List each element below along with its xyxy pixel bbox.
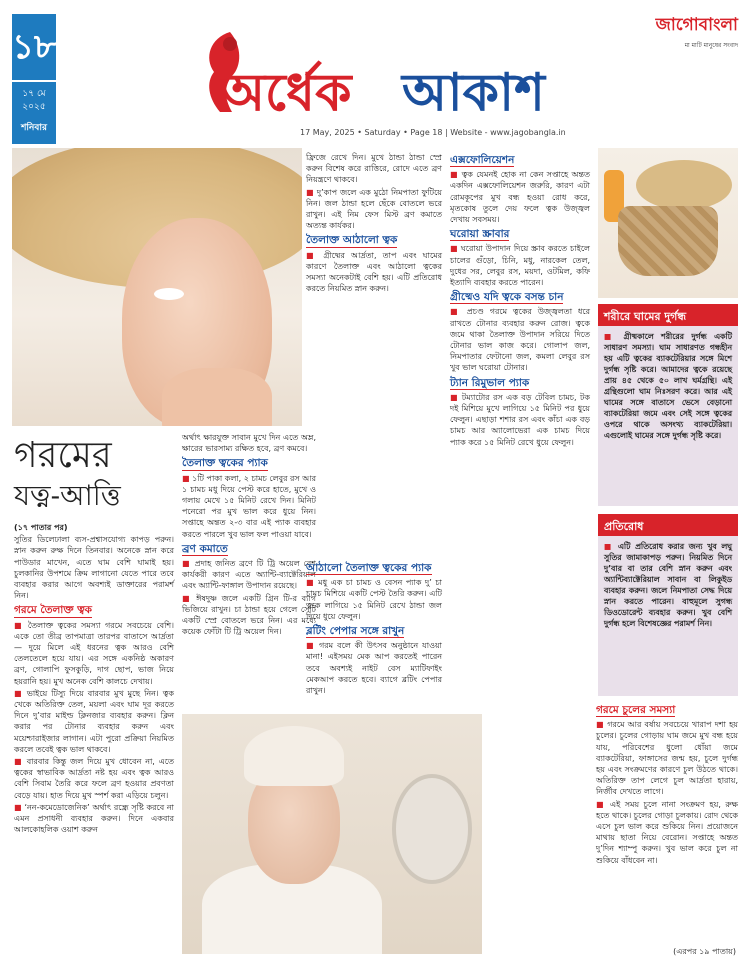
summer-hat-bag-accessories-photo xyxy=(598,148,738,298)
paragraph: অর্থাৎ ক্ষারযুক্ত সাবান মুখে দিন এতে অম্ল, ক্ষারের ভারসাম্য রক্ষিত হবে, ব্রণ কমবে। xyxy=(182,433,316,454)
paragraph: বারবার কিন্তু জল দিয়ে মুখ ধোবেন না, এতে ত্বকের স্বাভাবিক আর্দ্রতা নষ্ট হয় এবং ত্বক আরও বেশি সিবাম তৈরি করে ফলে ব্রণ হওয়ার প্রবণতা বেড়ে যায়। হাত দিয়ে মুখ স্পর্শ করা এড়িয়ে চলুন। xyxy=(14,757,174,800)
subheading-tan-removal: ট্যান রিমুভাল প্যাক xyxy=(450,376,530,389)
paragraph: গরম বলে কী উৎসব অনুষ্ঠানে যাওয়া মানা! এইসময় মেক আপ করতেই পারেন তবে অবশ্যই নাইট বেস ম্যাটিফাইং মেকআপ করতে হবে। ব্যাগে ব্লটিং পেপার রাখুন। xyxy=(306,641,442,696)
towel-shape xyxy=(244,726,344,786)
intro-paragraph: সুতির ডিলেঢালা ব্যস-প্রশ্বাসযোগ্য কাপড় পরুন। স্নান করুন রুক্ষ দিনে তিনবার। অনেকে স্নান করে পাউডার মাখেন, এতে ঘাম বেশি ঘামাই হয়। চুলকানির উপশমে ক্রিম লাগানো যেতে পারে তবে ব্যবহার করার আগে অবশ্যই ডাক্তারের পরামর্শ নিন। xyxy=(14,535,174,601)
continued-note: (এরপর ১৯ পাতায়) xyxy=(673,947,736,956)
paragraph: ভাইয়ে টিস্যু দিয়ে বারবার মুখ মুছে নিন। ত্বক খেকে অতিরিক্ত তেল, ময়লা এবং ঘাম দূর করতে দিনে দু’বার মাইল্ড ক্লিনজার ব্যবহার করুন। ক্লিন করার পর টোনার ব্যবহার করুন এবং ময়েশ্চারাইজার লাগান। এটা পুরো প্রক্রিয়া নিয়মিত করলে তবেই ত্বক ভাল থাকবে। xyxy=(14,688,174,754)
paragraph: ঈষদুষ্ণ জলে একটি গ্রিন টি-র ব্যাগ ভিজিয়ে রাখুন। চা ঠান্ডা হয়ে গেলে সেটি একটি স্প্রে বোতলে ভরে নিন। এর মধ্যে কয়েক ফোঁটা টি ট্রি অয়েল দিন। xyxy=(182,593,316,637)
subheading-blotting-paper: ব্লটিং পেপার সঙ্গে রাখুন xyxy=(306,625,405,638)
section-title-part2: আকাশ xyxy=(402,62,545,123)
paragraph: ঘরোয়া উপাদান দিয়ে স্ক্রাব করতে চাইলে চালের গুঁড়ো, চিনি, মধু, নারকেল তেল, দুধের সর, লেবুর রস, ময়দা, ওটমিল, কফি ইত্যাদি ব্যবহার করতে পারেন। xyxy=(450,244,590,288)
page-number-badge xyxy=(12,14,56,144)
paragraph: ফ্রিজে রেখে দিন। মুখে ঠান্ডা ঠান্ডা স্প্রে করুন বিশেষ করে রাত্তিরে, রোদে এতে ব্রণ নিয়ন্ত্রণে থাকবে। xyxy=(306,153,442,185)
woman-sunhat-sunscreen-photo xyxy=(12,148,302,426)
subheading-sticky-skin: তৈলাক্ত আঠালো ত্বক xyxy=(306,234,398,247)
article-column-2: অর্থাৎ ক্ষারযুক্ত সাবান মুখে দিন এতে অম্ল, ক্ষারের ভারসাম্য রক্ষিত হবে, ব্রণ কমবে। তৈলাক্ত ত্বকের প্যাক ■ ১টি পাকা কলা, ২ চামচ লেবুর রস আর ১ চামচ মধু দিয়ে পেস্ট করে হাতে, মুখে ও গলায় মেখে ১৫ মিনিট রেখে দিন। মিনিট পনেরো পর মুখ ভাল করে ধুয়ে নিন। সপ্তাহে অন্তত ২-৩ বার এই প্যাক ব্যবহার করতে পারলে খুব ভাল ফল পাওয়া যাবে। ব্রণ কমাতে ■ প্রদাহ জনিত ব্রণে টি ট্রি অয়েল বেশ কার্যকরী কারণ এতে অ্যান্টি-ব্যাক্টেরিয়াল এবং অ্যান্টি-ফাঙ্গাল উপাদান রয়েছে। ■ ঈষদুষ্ণ জলে একটি গ্রিন টি-র ব্যাগ ভিজিয়ে রাখুন। চা ঠান্ডা হয়ে গেলে সেটি একটি স্প্রে বোতলে ভরে নিন। এর মধ্যে কয়েক ফোঁটা টি ট্রি অয়েল দিন। xyxy=(182,433,316,637)
sidebar-heading-body-odor: শরীরে ঘামের দুর্গন্ধ xyxy=(598,304,738,331)
paragraph: এই সময় চুলে নানা সংক্রমণ হয়, রুক্ষ হতে থাকে। চুলের গোড়া চুলকায়। রোদ থেকে এসে চুল ভাল করে শুকিয়ে নিন। প্রয়োজনে মাথায় ছাতা নিয়ে বেরোন। সপ্তাহে অন্তত দু’দিন শ্যাম্পু করুন। খুব ভাল করে চুল না শুকিয়ে বাঁধবেন না। xyxy=(596,799,738,865)
sidebar-prevention: ■ এটি প্রতিরোধ করার জন্য খুব লঘু সুতির জামাকাপড় পরুন। নিয়মিত দিনে দু’বার বা তার বেশি স্নান করুন এবং অ্যান্টিব্যাক্টেরিয়াল সাবান বা লিকুইড ব্যবহার করুন। জলে নিমপাতা সেদ্ধ দিয়ে স্নান করতে পারেন। বাহুমূলে সুগন্ধ ডিওডোরেন্ট ব্যবহার করুন। খুব বেশি দুর্গন্ধ হলে বিশেষজ্ঞের পরামর্শ নিন। xyxy=(598,536,738,696)
mirror-shape xyxy=(392,774,472,884)
article-column-3: ফ্রিজে রেখে দিন। মুখে ঠান্ডা ঠান্ডা স্প্রে করুন বিশেষ করে রাত্তিরে, রোদে এতে ব্রণ নিয়ন্ত্রণে থাকবে। ■ দু’কাপ জলে এক মুঠো নিমপাতা ফুটিয়ে নিন। জল ঠান্ডা হলে ছেঁকে বোতলে ভরে রাখুন। এই নিম ফেস মিস্ট ব্রণ কমাতে অত্যন্ত কার্যকর। তৈলাক্ত আঠালো ত্বক ■ গ্রীষ্মের আর্দ্রতা, তাপ এবং ঘামের কারণে তৈলাক্ত এবং আঠালো ত্বকের সমস্যা অনেকটাই বেশি হয়। এটি প্রতিরোধ করতে নিয়মিত স্নান করুন। xyxy=(306,153,443,294)
section-masthead xyxy=(190,28,610,123)
paragraph: গ্রীষ্মের আর্দ্রতা, তাপ এবং ঘামের কারণে তৈলাক্ত এবং আঠালো ত্বকের সমস্যা অনেকটাই বেশি হয়। এটি প্রতিরোধ করতে নিয়মিত স্নান করুন। xyxy=(306,250,443,294)
subheading-hair-problem: গরমে চুলের সমস্যা xyxy=(596,704,676,716)
sidebar-heading-prevention: প্রতিরোধ xyxy=(598,514,738,541)
subheading-summer-spring: গ্রীষ্মেও যদি ত্বকে বসন্ত চান xyxy=(450,291,564,304)
headline-line2: যত্ন-আত্তি xyxy=(14,479,121,512)
brand-name: জাগোবাংলা xyxy=(655,15,738,35)
continued-from: (১৭ পাতার পর) xyxy=(14,523,68,532)
paragraph: ত্বক যেমনই হোক না কেন সপ্তাহে অন্তত একদিন এক্সফোলিয়েশন জরুরি, কারণ এটা রোমকূপের মুখ বন্ধ হওয়া রোধ করে, মৃতকোষ তুলে দেয় ফলে ত্বক উজ্জ্বল দেখায় সবসময়। xyxy=(450,170,590,225)
sunscreen-dab xyxy=(154,288,184,300)
article-column-1: (১৭ পাতার পর) সুতির ডিলেঢালা ব্যস-প্রশ্বাসযোগ্য কাপড় পরুন। স্নান করুন রুক্ষ দিনে তিনবার। অনেকে স্নান করে পাউডার মাখেন, এতে ঘাম বেশি ঘামাই হয়। চুলকানির উপশমে ক্রিম লাগানো যেতে পারে তবে ব্যবহার করার আগে অবশ্যই ডাক্তারের পরামর্শ নিন। গরমে তৈলাক্ত ত্বক ■ তৈলাক্ত ত্বকের সমস্যা গরমে সবচেয়ে বেশি। একে তো তীব্র তাপমাত্রা তারপর বাতাসে আর্দ্রতা— দুয়ে মিলে এই ধরনের ত্বক আরও বেশি তেলতেলে হয়ে যায়। এর সঙ্গে একনিষ্ঠ অকারণ ব্রণ, গোলাপি ফুসকুড়ি, দাগ ছোপ, ভাজ নিয়ে হয়রানি হয়। মুখ অনেক বেশি কালচে দেখায়। ■ ভাইয়ে টিস্যু দিয়ে বারবার মুখ মুছে নিন। ত্বক খেকে অতিরিক্ত তেল, ময়লা এবং ঘাম দূর করতে দিনে দু’বার মাইল্ড ক্লিনজার ব্যবহার করুন। ক্লিন করার পর টোনার ব্যবহার করুন এবং ময়েশ্চারাইজার লাগান। এটা পুরো প্রক্রিয়া নিয়মিত করলে তবেই ত্বক ভাল থাকবে। ■ বারবার কিন্তু জল দিয়ে মুখ ধোবেন না, এতে ত্বকের স্বাভাবিক আর্দ্রতা নষ্ট হয় এবং ত্বক আরও বেশি সিবাম তৈরি করে ফলে ব্রণ হওয়ার প্রবণতা বেড়ে যায়। হাত দিয়ে মুখ স্পর্শ করা এড়িয়ে চলুন। ■ ‘নন-কমেডোজেনিক’ অর্থাৎ রন্ধ্রে সৃষ্টি করবে না এমন প্রসাধনী ব্যবহার করুন। দিনে একবার আলকোহলিক ওয়াশ করুন xyxy=(14,523,174,835)
paragraph: গ্রীষ্মকালে শরীরের দুর্গন্ধ একটি সাধারণ সমস্যা। ঘাম সাধারণত গন্ধহীন হয় এটি ত্বকের ব্যাকটেরিয়ার সঙ্গে মিশে দুর্গন্ধ সৃষ্টি করে। আমাদের ত্বকে রয়েছে প্রায় ৪৫ থেকে ৫০ লাখ ঘর্মগ্রন্থি। এই গ্রন্থিগুলো ঘাম নিঃসরণ করে। আর এই ঘামের সঙ্গে বাতাসে ভেসে বেড়ানো ব্যাকটেরিয়া জমে এবং সেই সঙ্গে ত্বকের ওপরে থাকে অসংখ্য ব্যাকটেরিয়া। এগুলোই ঘামের সঙ্গে দুর্গন্ধ সৃষ্টি করে। xyxy=(604,332,732,440)
brand-tagline: মা মাটি মানুষের সংবাদ xyxy=(684,42,738,49)
paragraph: প্রচণ্ড গরমে ত্বকের উজ্জ্বলতা ধরে রাখতে টোনার ব্যবহার করুন রোজ। ত্বকে জমে থাকা তৈলাক্ত উপাদান সরিয়ে দিতে টোনার ভাল কাজ করে। গোলাপ জল, নিমপাতার ফেটানো জল, কমলা লেবুর রস খুব ভাল ঘরোয়া টোনার। xyxy=(450,307,590,373)
subheading-oily-pack: তৈলাক্ত ত্বকের প্যাক xyxy=(182,457,268,470)
sidebar-body-odor: ■ গ্রীষ্মকালে শরীরের দুর্গন্ধ একটি সাধারণ সমস্যা। ঘাম সাধারণত গন্ধহীন হয় এটি ত্বকের ব্যাকটেরিয়ার সঙ্গে মিশে দুর্গন্ধ সৃষ্টি করে। আমাদের ত্বকে রয়েছে প্রায় ৪৫ থেকে ৫০ লাখ ঘর্মগ্রন্থি। এই গ্রন্থিগুলো ঘাম নিঃসরণ করে। আর এই ঘামের সঙ্গে বাতাসে ভেসে বেড়ানো ব্যাকটেরিয়া জমে এবং সেই সঙ্গে ত্বকের ওপরে থাকে অসংখ্য ব্যাকটেরিয়া। এগুলোই ঘামের সঙ্গে দুর্গন্ধ সৃষ্টি করে। xyxy=(598,326,738,506)
subheading-exfoliation: এক্সফোলিয়েশন xyxy=(450,154,515,166)
paragraph: এটি প্রতিরোধ করার জন্য খুব লঘু সুতির জামাকাপড় পরুন। নিয়মিত দিনে দু’বার বা তার বেশি স্নান করুন এবং অ্যান্টিব্যাক্টেরিয়াল সাবান বা লিকুইড ব্যবহার করুন। জলে নিমপাতা সেদ্ধ দিয়ে স্নান করতে পারেন। বাহুমূলে সুগন্ধ ডিওডোরেন্ট ব্যবহার করুন। খুব বেশি দুর্গন্ধ হলে বিশেষজ্ঞের পরামর্শ নিন। xyxy=(604,542,732,628)
article-column-3b: আঠালো তৈলাক্ত ত্বকের প্যাক ■ মধু এক চা চামচ ও বেসন প্যাক দু’ চা চামচ মিশিয়ে একটি পেস্ট তৈরি করুন। এটি ত্বকে লাগিয়ে ১৫ মিনিট রেখে ঠান্ডা জল দিয়ে ধুয়ে ফেলুন। ব্লটিং পেপার সঙ্গে রাখুন ■ গরম বলে কী উৎসব অনুষ্ঠানে যাওয়া মানা! এইসময় মেক আপ করতেই পারেন তবে অবশ্যই নাইট বেস ম্যাটিফাইং মেকআপ করতে হবে। ব্যাগে ব্লটিং পেপার রাখুন। xyxy=(306,562,443,696)
paragraph: তৈলাক্ত ত্বকের সমস্যা গরমে সবচেয়ে বেশি। একে তো তীব্র তাপমাত্রা তারপর বাতাসে আর্দ্রতা— দুয়ে মিলে এই ধরনের ত্বক আরও বেশি তেলতেলে হয়ে যায়। এর সঙ্গে একনিষ্ঠ অকারণ ব্রণ, গোলাপি ফুসকুড়ি, দাগ ছোপ, ভাজ নিয়ে হয়রানি হয়। মুখ অনেক বেশি কালচে দেখায়। xyxy=(14,620,174,686)
section-title-part1: অর্ধেক xyxy=(220,62,352,123)
paragraph: মধু এক চা চামচ ও বেসন প্যাক দু’ চা চামচ মিশিয়ে একটি পেস্ট তৈরি করুন। এটি ত্বকে লাগিয়ে ১৫ মিনিট রেখে ঠান্ডা জল দিয়ে ধুয়ে ফেলুন। xyxy=(306,578,443,621)
sidebar-hair-column: গরমে চুলের সমস্যা ■ গরমে আর বর্ষায় সবচেয়ে খারাপ দশা হয় চুলের। চুলের গোড়ায় ঘাম জমে মুখ বন্ধ হয়ে যায়, পরিবেশের ধুলো ধোঁয়া জমে ব্যাকটেরিয়া, ফাঙ্গাসের জন্ম হয়, চুলে দুর্গন্ধ হয় এবং সংক্রমণের কারণে চুল উঠতে থাকে। অতিরিক্ত তাপ লেগে চুল আর্দ্রতা হারায়, নির্জীব দেখতে লাগে। ■ এই সময় চুলে নানা সংক্রমণ হয়, রুক্ষ হতে থাকে। চুলের গোড়া চুলকায়। রোদ থেকে এসে চুল ভাল করে শুকিয়ে নিন। প্রয়োজনে মাথায় ছাতা নিয়ে বেরোন। সপ্তাহে অন্তত দু’দিন শ্যাম্পু করুন। খুব ভাল করে চুল না শুকিয়ে বাঁধবেন না। xyxy=(596,704,739,865)
straw-hat-shape xyxy=(636,160,732,210)
paragraph: দু’কাপ জলে এক মুঠো নিমপাতা ফুটিয়ে নিন। জল ঠান্ডা হলে ছেঁকে বোতলে ভরে রাখুন। এই নিম ফেস মিস্ট ব্রণ কমাতে অত্যন্ত কার্যকর। xyxy=(306,187,442,231)
issue-day: শনিবার xyxy=(21,123,47,133)
headline-line1: গরমের xyxy=(14,435,112,476)
straw-bag-shape xyxy=(618,206,718,276)
issue-date: ১৭ মে ২০২৫ xyxy=(22,89,46,112)
paragraph: ‘নন-কমেডোজেনিক’ অর্থাৎ রন্ধ্রে সৃষ্টি করবে না এমন প্রসাধনী ব্যবহার করুন। দিনে একবার আলকোহলিক ওয়াশ করুন xyxy=(14,802,174,835)
subheading-oily-skin: গরমে তৈলাক্ত ত্বক xyxy=(14,604,93,617)
paragraph: ১টি পাকা কলা, ২ চামচ লেবুর রস আর ১ চামচ মধু দিয়ে পেস্ট করে হাতে, মুখে ও গলায় মেখে ১৫ মিনিট রেখে দিন। মিনিট পনেরো পর মুখ ভাল করে ধুয়ে নিন। সপ্তাহে অন্তত ২-৩ বার এই প্যাক ব্যবহার করতে পারলে খুব ভাল ফল পাওয়া যাবে। xyxy=(182,473,316,539)
article-column-4: এক্সফোলিয়েশন ■ ত্বক যেমনই হোক না কেন সপ্তাহে অন্তত একদিন এক্সফোলিয়েশন জরুরি, কারণ এটা রোমকূপের মুখ বন্ধ হওয়া রোধ করে, মৃতকোষ তুলে দেয় ফলে ত্বক উজ্জ্বল দেখায় সবসময়। ঘরোয়া স্ক্রাবার ■ ঘরোয়া উপাদান দিয়ে স্ক্রাব করতে চাইলে চালের গুঁড়ো, চিনি, মধু, নারকেল তেল, দুধের সর, লেবুর রস, ময়দা, ওটমিল, কফি ইত্যাদি ব্যবহার করতে পারেন। গ্রীষ্মেও যদি ত্বকে বসন্ত চান ■ প্রচণ্ড গরমে ত্বকের উজ্জ্বলতা ধরে রাখতে টোনার ব্যবহার করুন রোজ। ত্বকে জমে থাকা তৈলাক্ত উপাদান সরিয়ে দিতে টোনার ভাল কাজ করে। গোলাপ জল, নিমপাতার ফেটানো জল, কমলা লেবুর রস খুব ভাল ঘরোয়া টোনার। ট্যান রিমুভাল প্যাক ■ টম্যাটোর রস এক বড় টেবিল চামচ, টক দই মিশিয়ে মুখে লাগিয়ে ১৫ মিনিট পর ধুয়ে ফেলুন। এছাড়া শশার রস এবং কাঁচা এক বড় চামচ আর অ্যালোভেরা এক চামচ দিয়ে প্যাক করে ১৫ মিনিট রেখে ধুয়ে ফেলুন। xyxy=(450,154,590,447)
paragraph: গরমে আর বর্ষায় সবচেয়ে খারাপ দশা হয় চুলের। চুলের গোড়ায় ঘাম জমে মুখ বন্ধ হয়ে যায়, পরিবেশের ধুলো ধোঁয়া জমে ব্যাকটেরিয়া, ফাঙ্গাসের জন্ম হয়, চুলে দুর্গন্ধ হয় এবং সংক্রমণের কারণে চুল উঠতে থাকে। অতিরিক্ত তাপ লেগে চুল আর্দ্রতা হারায়, নির্জীব দেখতে লাগে। xyxy=(596,720,739,797)
brand-logo xyxy=(626,12,738,51)
woman-towel-eye-patches-photo xyxy=(182,714,482,954)
dateline: 17 May, 2025 • Saturday • Page 18 | Website - www.jagobangla.in xyxy=(300,128,566,137)
page-number: ১৮ xyxy=(12,14,56,82)
hand-shape xyxy=(162,368,272,426)
subheading-home-scrub: ঘরোয়া স্ক্রাবার xyxy=(450,228,510,241)
subheading-acne: ব্রণ কমাতে xyxy=(182,542,228,555)
paragraph: টম্যাটোর রস এক বড় টেবিল চামচ, টক দই মিশিয়ে মুখে লাগিয়ে ১৫ মিনিট পর ধুয়ে ফেলুন। এছাড়া শশার রস এবং কাঁচা এক বড় চামচ আর অ্যালোভেরা এক চামচ দিয়ে প্যাক করে ১৫ মিনিট রেখে ধুয়ে ফেলুন। xyxy=(450,392,590,447)
subheading-sticky-pack: আঠালো তৈলাক্ত ত্বকের প্যাক xyxy=(306,562,432,574)
paragraph: প্রদাহ জনিত ব্রণে টি ট্রি অয়েল বেশ কার্যকরী কারণ এতে অ্যান্টি-ব্যাক্টেরিয়াল এবং অ্যান্টি-ফাঙ্গাল উপাদান রয়েছে। xyxy=(182,559,316,591)
article-headline xyxy=(14,434,154,514)
